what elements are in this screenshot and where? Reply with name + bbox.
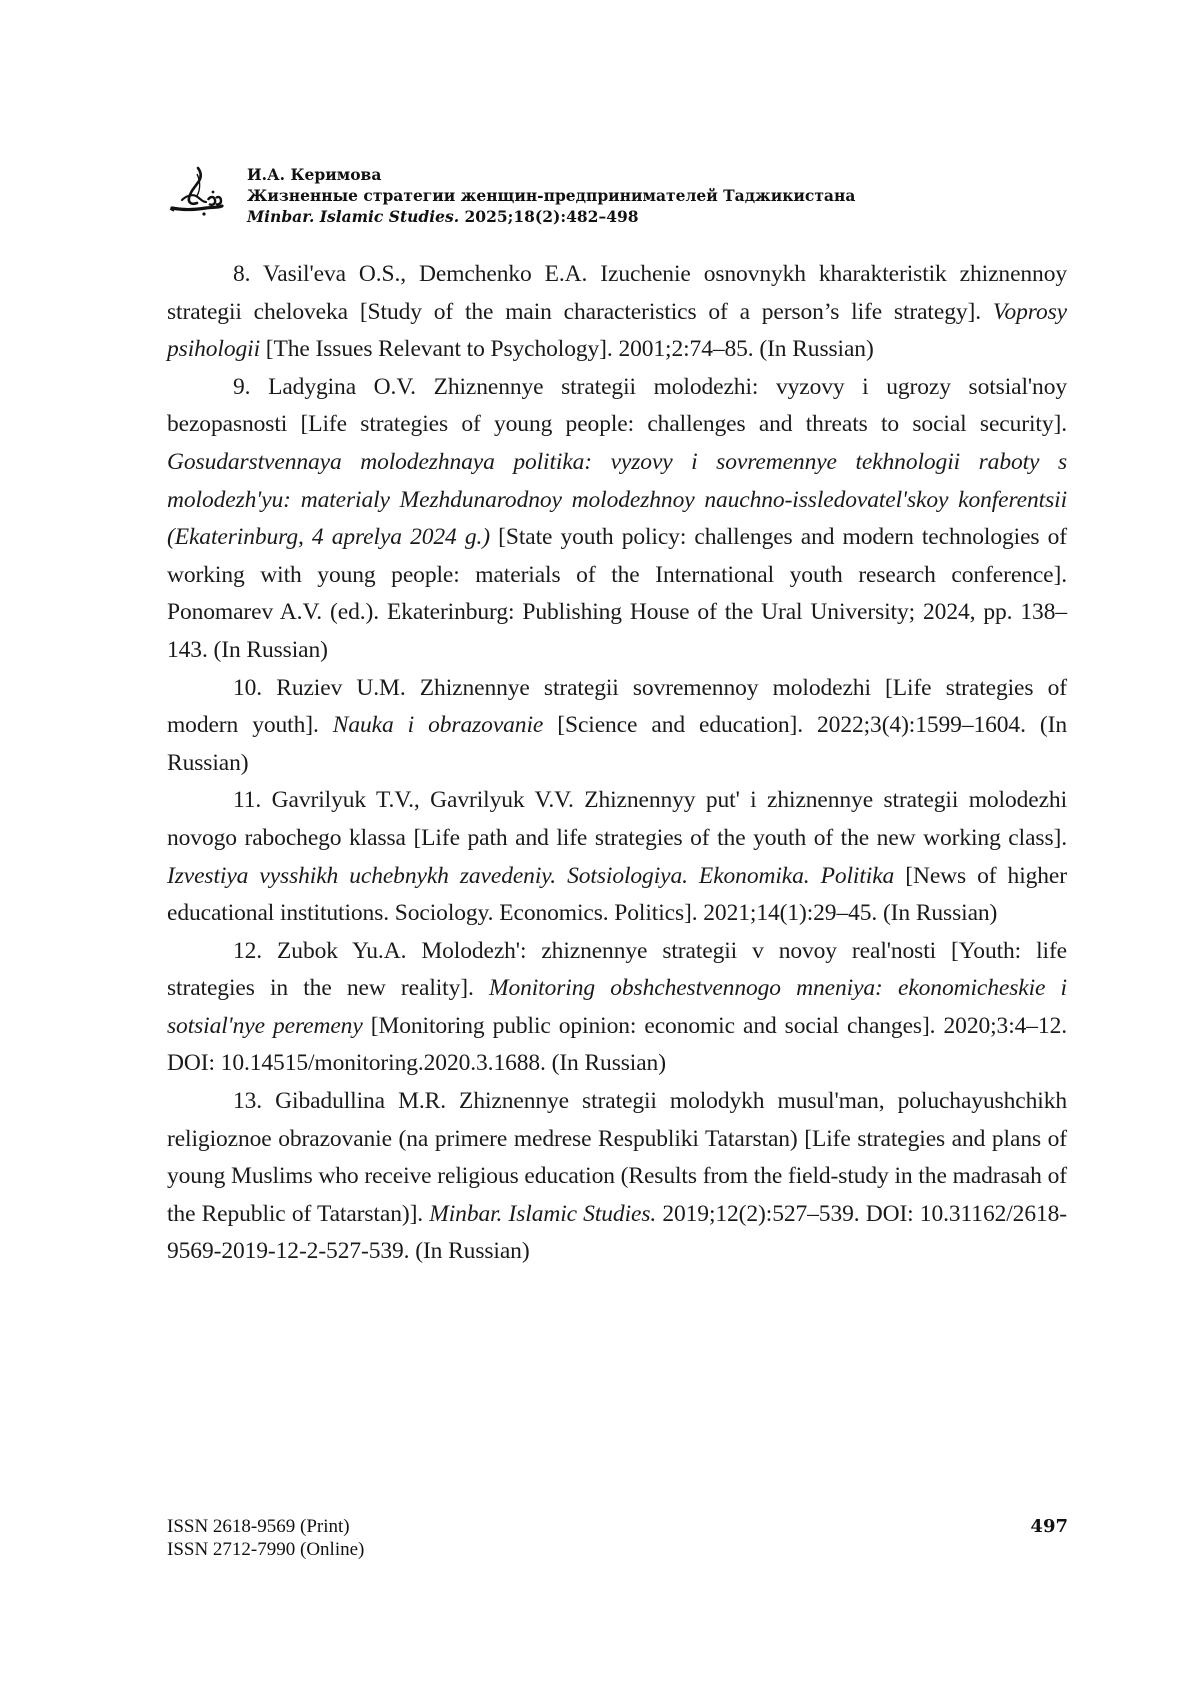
reference-number: 9. bbox=[233, 373, 251, 400]
running-header bbox=[166, 164, 1066, 224]
reference-number: 13. bbox=[233, 1088, 263, 1115]
reference-source-title: Gosudarstvennaya molodezhnaya politika: vyzovy i sovremennye tekhnologii raboty s molodezh'yu: materialy Mezhdunarodnoy molodezhnoy nauchno-issledovatel'skoy konferentsii (Ekaterinburg, 4 aprelya 2024 g.) bbox=[167, 448, 1067, 551]
reference-text: Gibadullina M.R. Zhiznennye strategii molodykh musul'man, poluchayushchikh religioznoe obrazovanie (na primere medrese Respubliki Tatarstan) [Life strategies and plans of young Muslims who receive religious education (Results from the field-study in the madrasah of the Republic of Tatarstan)]. bbox=[167, 1088, 1067, 1227]
reference-number: 12. bbox=[233, 937, 263, 964]
header-author: И.А. Керимова bbox=[247, 165, 382, 184]
reference-number: 10. bbox=[233, 674, 263, 701]
reference-item bbox=[167, 1083, 1067, 1271]
reference-source-title: Nauka i obrazovanie bbox=[332, 712, 544, 739]
header-journal-volume: 2025;18(2):482–498 bbox=[459, 207, 639, 226]
minbar-logo-icon bbox=[168, 166, 224, 218]
running-header-text bbox=[247, 164, 855, 227]
reference-source-title: Voprosy psihologii bbox=[167, 298, 1067, 363]
page-number: 497 bbox=[1030, 1516, 1068, 1537]
reference-item bbox=[167, 670, 1067, 783]
reference-text: [The Issues Relevant to Psychology]. 2001;2:74–85. (In Russian) bbox=[260, 336, 874, 363]
reference-text: Ruziev U.M. Zhiznennye strategii sovremennoy molodezhi [Life strategies of modern youth]. bbox=[167, 674, 1067, 739]
reference-number: 8. bbox=[233, 261, 251, 287]
reference-text: 2019;12(2):527–539. DOI: 10.31162/2618-9569-2019-12-2-527-539. (In Russian) bbox=[167, 1200, 1067, 1265]
reference-text: Zubok Yu.A. Molodezh': zhiznennye strategii v novoy real'nosti [Youth: life strategies in the new reality]. bbox=[167, 937, 1067, 1002]
issn-block bbox=[167, 1515, 364, 1561]
header-journal-name: Minbar. Islamic Studies. bbox=[247, 207, 460, 226]
reference-text: [Science and education]. 2022;3(4):1599–1604. (In Russian) bbox=[167, 712, 1067, 776]
issn-online: ISSN 2712-7990 (Online) bbox=[167, 1539, 365, 1560]
issn-print: ISSN 2618-9569 (Print) bbox=[167, 1516, 350, 1537]
reference-list bbox=[167, 256, 1067, 1271]
reference-source-title: Monitoring obshchestvennogo mneniya: ekonomicheskie i sotsial'nye peremeny bbox=[167, 975, 1067, 1039]
reference-item bbox=[167, 782, 1067, 932]
reference-item bbox=[167, 933, 1067, 1083]
reference-number: 11. bbox=[233, 787, 262, 814]
reference-source-title: Minbar. Islamic Studies. bbox=[429, 1200, 657, 1227]
header-journal-citation bbox=[247, 206, 855, 227]
reference-item bbox=[167, 256, 1067, 369]
header-article-title: Жизненные стратегии женщин-предпринимателей Таджикистана bbox=[247, 186, 856, 205]
reference-text: [Monitoring public opinion: economic and social changes]. 2020;3:4–12. DOI: 10.14515/monitoring.2020.3.1688. (In Russian) bbox=[167, 1012, 1068, 1077]
reference-source-title: Izvestiya vysshikh uchebnykh zavedeniy. Sotsiologiya. Ekonomika. Politika bbox=[167, 862, 895, 889]
reference-text: Vasil'eva O.S., Demchenko E.A. Izuchenie osnovnykh kharakteristik zhiznennoy strategii cheloveka [Study of the main characteristics of a person’s life strategy]. bbox=[167, 261, 1067, 325]
reference-text: Gavrilyuk T.V., Gavrilyuk V.V. Zhiznennyy put' i zhiznennye strategii molodezhi novogo rabochego klassa [Life path and life strategies of the youth of the new working class]. bbox=[167, 787, 1067, 851]
reference-text: Ladygina O.V. Zhiznennye strategii molodezhi: vyzovy i ugrozy sotsial'noy bezopasnosti [Life strategies of young people: challenges and threats to social security]. bbox=[167, 373, 1067, 438]
reference-item bbox=[167, 369, 1067, 670]
reference-text: [News of higher educational institutions. Sociology. Economics. Politics]. 2021;14(1):29–45. (In Russian) bbox=[167, 862, 1067, 927]
reference-text: [State youth policy: challenges and modern technologies of working with young people: materials of the International youth research conference]. Ponomarev A.V. (ed.). Ekaterinburg: Publishing House of the Ural University; 2024, pp. 138–143. (In Russian) bbox=[167, 524, 1067, 663]
